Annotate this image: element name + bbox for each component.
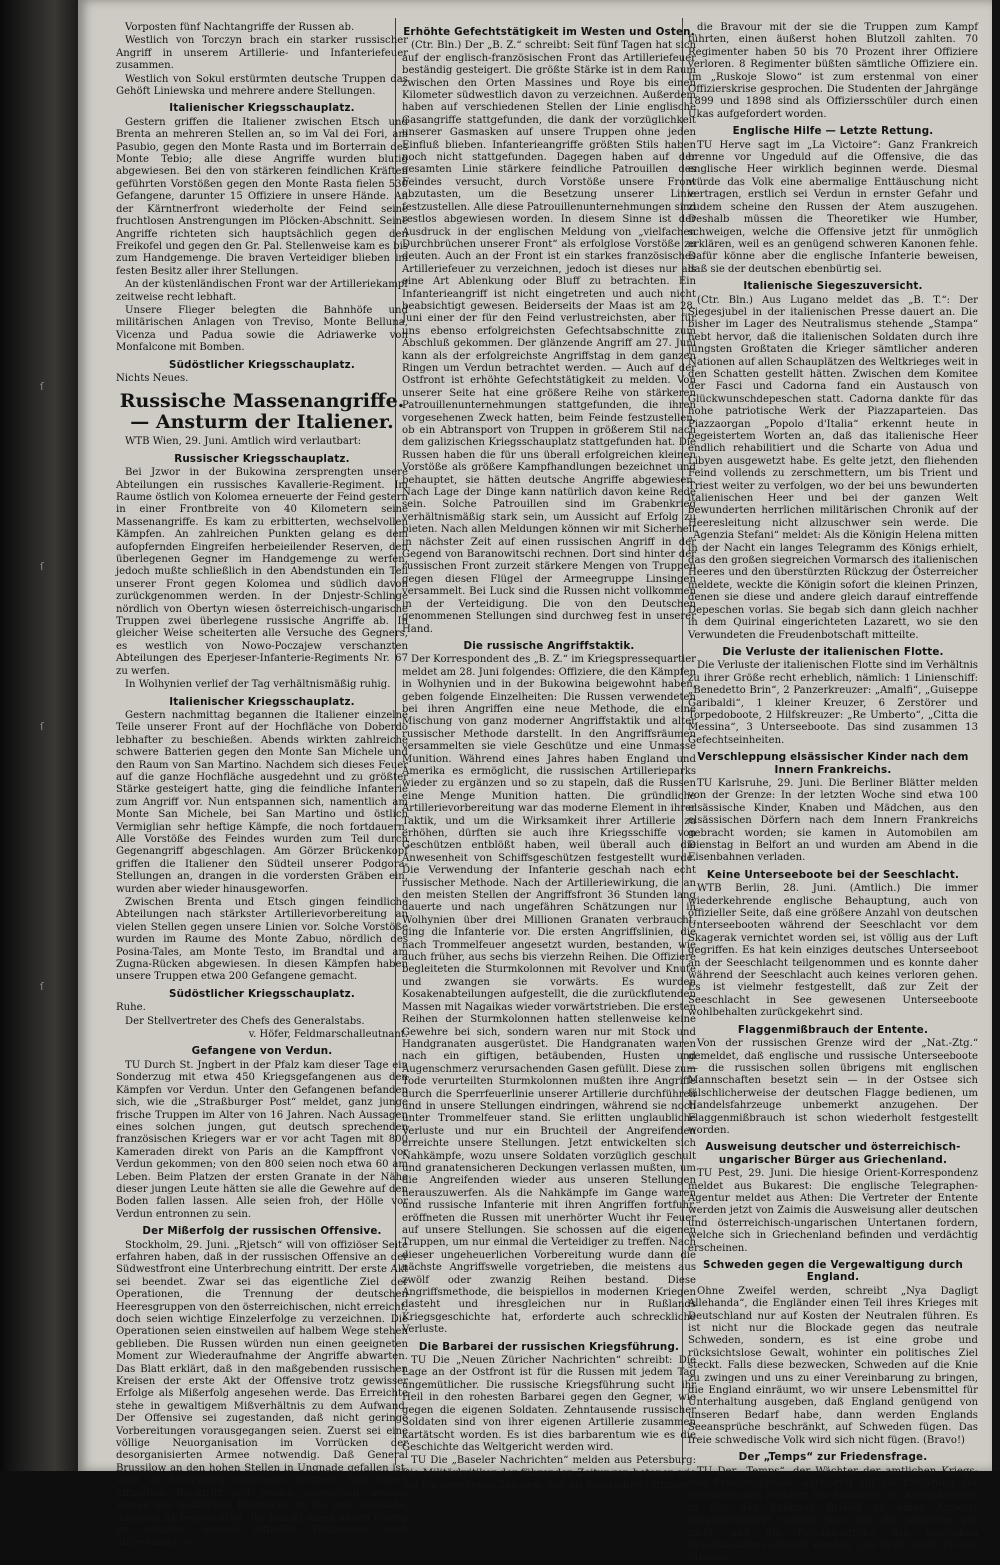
paragraph: An der küstenländischen Front war der Artilleriekampf zeitweise recht lebhaft. [116,279,408,303]
paragraph: (Ctr. Bln.) Der „B. Z.“ schreibt: Seit fünf Tagen hat sich auf der englisch-französischen Front das Artilleriefeuer beständig gesteigert. Die größte Stärke ist in dem Raum zwischen den Orten Massines und Roye bis einen Kilometer südwestlich davon zu verzeichnen. Außerdem haben auf verschiedenen Stellen der Linie englische Gasangriffe stattgefunden, die dank der vorzüglichkeit unserer Gasmasken auf unsere Truppen ohne jeden Einfluß blieben. Infanterieangriffe größten Stils haben noch nicht stattgefunden. Dagegen haben auf der gesamten Linie stärkere feindliche Patrouillen des Feindes versucht, durch Vorstöße unsere Front abzutasten, um die Besetzung unserer Linie festzustellen. Alle diese Patrouillenunternehmungen sind restlos abgewiesen worden. In diesem Sinne ist der Ausdruck in der englischen Meldung von „vielfachen Durchbrüchen unserer Front“ als erfolglose Vorstöße zu deuten. Auch an der Front ist ein starkes französisches Artilleriefeuer zu verzeichnen, jedoch ist dieses nur als eine Art Ablenkung oder Bluff zu betrachten. Ein Infanterieangriff ist nicht eingetreten und auch nicht beabsichtigt gewesen. Beiderseits der Maas ist am 28. Juni einer der für den Feind verlustreichsten, aber für uns ebenso erfolgreichsten Gefechtsabschnitte zum Abschluß gekommen. Der glänzende Angriff am 27. Juni kann als der erfolgreichste Angriffstag in dem ganzen Ringen um Verdun betrachtet werden. — Auch auf der Ostfront ist erhöhte Gefechtstätigkeit zu melden. Von unserer Seite hat eine größere Reihe von stärkeren Patrouillenunternehmungen stattgefunden, die ihren vorgesehenen Zweck hatten, beim Feinde festzustellen, ob ein Abtransport von Truppen in größerem Stil nach dem galizischen Kriegsschauplatz stattgefunden hat. Die Russen haben die für uns überall erfolgreichen kleinen Vorstöße als größere Kampfhandlungen bezeichnet und behauptet, sie hätten deutsche Angriffe abgewiesen. Nach Lage der Dinge kann natürlich davon keine Rede sein. Solche Patrouillen sind im Grabenkrieg verhältnismäßig stark sein, um Aussicht auf Erfolg zu bieten. Nach allen Meldungen können wir mit Sicherheit in nächster Zeit auf einen russischen Angriff in der Gegend von Baranowitschi rechnen. Dort sind hinter der russischen Front zurzeit stärkere Mengen von Truppen gegen diesen Flügel der Armeegruppe Linsingen versammelt. Bei Luck sind die Russen nicht vollkommen in der Verteidigung. Die von den Deutschen genommenen Stellungen sind durchweg fest in unserer Hand. [402,40,696,635]
paragraph: Westlich von Sokul erstürmten deutsche Truppen das Gehöft Liniewska und mehrere andere Stellungen. [116,73,408,98]
binding-mark: ſ [40,560,44,573]
paragraph: Zwischen Brenta und Etsch gingen feindliche Abteilungen nach stärkster Artillerievorbereitung an vielen Stellen gegen unsere Linien vor. Solche Vorstöße wurden im Raume des Monte Zabuo, nördlich des Posina-Tales, am Monte Testo, im Brandtal und am Zugna-Rücken abgewiesen. In diesen Kämpfen haben unsere Truppen etwa 200 Gefangene gemacht. [116,897,408,983]
paragraph: TU Herve sagt im „La Victoire“: Ganz Frankreich brenne vor Ungeduld auf die Offensive, die das englische Heer wirklich beginnen werde. Diesmal würde das Volk eine abermalige Enttäuschung nicht vertragen, erstlich sei Verdun in ernster Gefahr und zudem scheine den Russen der Atem auszugehen. Deshalb müssen die Theoretiker wie Humber, schweigen, welche die Offensive jetzt für unmöglich erklären, weil es an genügend schweren Kanonen fehle. Dafür könne aber die englische Infanterie beweisen, daß sie der deutschen ebenbürtig sei. [688,139,978,275]
column-1 [116,22,408,1549]
paragraph: Der Korrespondent des „B. Z.“ im Kriegspressequartier meldet am 28. Juni folgendes: Offiziere, die den Kämpfen in Wolhynien und in der Bukowina beigewohnt haben, geben folgende Einzelheiten: Die Russen verwendeten bei ihren Angriffen eine neue Methode, die eine Mischung von ganz moderner Angriffstaktik und alter russischer Methode darstellt. In den Angriffsräumen versammelten sie viele Geschütze und eine Unmasse Munition. Während eines Jahres haben England und Amerika es ermöglicht, die russischen Artillerieparks wieder zu ergänzen und so zu stapeln, daß die Russen eine Menge Munition hatten. Die gründliche Artillerievorbereitung war das moderne Element in ihrer Taktik, und um die Wirksamkeit ihrer Artillerie zu erhöhen, dürften sie auch ihre Kriegsschiffe von Geschützen entblößt haben, weil überall auch die Anwesenheit von Schiffsgeschützen festgestellt wurde. Die Verwendung der Infanterie geschah nach echt russischer Methode. Nach der Artilleriewirkung, die an den meisten Stellen der Angriffsfront 36 Stunden lang dauerte und nach ungefähren Schätzungen nur in Wolhynien über drei Millionen Granaten verbraucht, ging die Infanterie vor. Die ersten Angriffslinien, die nach Trommelfeuer angesetzt wurden, bestanden, wie auch früher, aus sechs bis vierzehn Reihen. Die Offiziere begleiteten die Sturmkolonnen mit Revolver und Knute und zwangen sie vorwärts. Es wurden Kosakenabteilungen aufgestellt, die die zurückflutenden Massen mit Nagaikas wieder vorwärtstrieben. Die ersten Reihen der Sturmkolonnen hatten stellenweise keine Gewehre bei sich, sondern waren nur mit Stock und Handgranaten ausgerüstet. Die Handgranaten waren nach ein giftigen, betäubenden, Husten und Augenschmerz verursachenden Gasen gefüllt. Diese zum Tode verurteilten Sturmkolonnen mußten ihre Angriffe durch die Sperrfeuerlinie unserer Artillerie durchführen und in unsere Stellungen eindringen, während sie noch unter Trommelfeuer stand. Sie erlitten unglaubliche Verluste und nur ein Bruchteil der Angreifenden erreichte unsere Stellungen. Jetzt entwickelten sich Nahkämpfe, wozu unsere Soldaten vorzüglich geschult und granatensicheren Deckungen verlassen mußten, um die Angreifenden wieder aus unseren Stellungen herauszuwerfen. Als die Nahkämpfe im Gange waren und russische Infanterie mit ihren Angriffen fortfuhr, eröffneten die Russen mit unerhörter Wucht ihr Feuer auf unsere Stellungen. Sie schossen auf die eigenen Truppen, um nur einmal die Verteidiger zu treffen. Nach dieser ungeheuerlichen Vorbereitung wurde dann die nächste Angriffswelle vorgetrieben, die meistens aus zwölf oder zwanzig Reihen bestand. Diese Angriffsmethode, die beispiellos in modernen Kriegen dasteht und ihresgleichen nur in Rußlands Kriegsgeschichte hat, erforderte auch schreckliche Verluste. [402,654,696,1336]
paragraph: TU Die „Baseler Nachrichten“ melden aus Petersburg: Die Militärkritiker der führenden Zeitungen betonen wie auf ein gegebenes Zeichen, daß die russischen Offiziere [402,1455,696,1492]
section-heading: Verschleppung elsässischer Kinder nach dem Innern Frankreichs. [697,751,969,776]
paragraph: Stockholm, 29. Juni. „Rjetsch“ will von offiziöser Seite erfahren haben, daß in der russischen Offensive an der Südwestfront eine Unterbrechung eintritt. Der erste Akt sei beendet. Zwar sei das eigentliche Ziel der Operationen, die Trennung der deutschen Heeresgruppen von den österreichischen, nicht erreicht, doch seien wichtige Einzelerfolge zu verzeichnen. Die Operationen seien einstweilen auf halbem Wege stehen geblieben. Die Russen würden nun einen geeigneten Moment zur Wiederaufnahme der Angriffe abwarten. Das Blatt erklärt, daß in den maßgebenden russischen Kreisen der erste Akt der Offensive trotz gewisser Erfolge als Mißerfolg angesehen werde. Das Erreichte stehe in gewaltigem Mißverhältnis zu dem Aufwand. Der Offensive sei zugestanden, daß nicht geringe Vorbereitungen vorausgegangen seien. Zuerst sei eine völlige Neuorganisation im Vorrücken der desorganisierten Armee notwendig. Daß General Brussilow an den hohen Stellen in Ungnade gefallen ist, wird in Petersburg allgemein erörtert. Von einem offiziellen Rücktritt soll jedoch abgesehen werden wegen des peinlichen Eindrucks im In- und Auslande, dagegen ist beabsichtigt, für Ruzski einen neuen Posten zu schaffen, dessen offizielle Titulierung noch unbestimmt ist. [116,1239,408,1549]
paragraph: TU Karlsruhe, 29. Juni. Die Berliner Blätter melden von der Grenze: In der letzten Woche sind etwa 100 elsässische Kinder, Knaben und Mädchen, aus den elsässischen Dörfern nach dem Innern Frankreichs gebracht worden; sie kamen in Automobilen am Dienstag in Belfort an und wurden am Abend in die Eisenbahnen verladen. [688,777,978,864]
paragraph: Von der russischen Grenze wird der „Nat.-Ztg.“ gemeldet, daß englische und russische Unterseeboote — die russischen sollen übrigens mit englischen Mannschaften besetzt sein — in der Ostsee sich fälschlicherweise der deutschen Flagge bedienen, um Handelsfahrzeuge unbemerkt anzugehen. Der Flaggenmißbrauch ist schon wiederholt festgestellt worden. [688,1038,978,1136]
signature-line: v. Höfer, Feldmarschalleutnant. [248,1029,408,1041]
column-2 [402,22,696,1492]
section-heading: Der Mißerfolg der russischen Offensive. [142,1225,382,1238]
paragraph: Unsere Flieger belegten die Bahnhöfe und militärischen Anlagen von Treviso, Monte Belluna, Vicenza und Padua sowie die Adriawerke von Monfalcone mit Bomben. [116,304,408,354]
section-heading: Die Barbarei der russischen Kriegsführung. [418,1340,680,1353]
section-heading: Italienische Siegeszuversicht. [743,280,923,293]
paragraph: Der Stellvertreter des Chefs des Generalstabs. [125,1015,365,1027]
paragraph: TU Die „Neuen Züricher Nachrichten“ schreibt: Die Lage an der Ostfront ist für die Russen mit jedem Tag ungemütlicher. Die russische Kriegsführung sucht ihr Heil in den rohesten Barbarei gegen den Gegner, wie gegen die eigenen Soldaten. Zehntausende russischer Soldaten sind von ihrer eigenen Artillerie zusammen kartätscht worden. Es ist dies barbarentum wie es die Geschichte das Weltgericht werden wird. [402,1355,696,1453]
main-headline: Russische Massenangriffe. — Ansturm der Italiener. [119,390,405,434]
section-heading: Erhöhte Gefechtstätigkeit im Westen und Osten. [403,26,695,38]
short-note: Nichts Neues. [116,372,189,384]
section-heading: Keine Unterseeboote bei der Seeschlacht. [706,868,960,881]
section-heading: Die Verluste der italienischen Flotte. [722,645,944,658]
paragraph: Ohne Zweifel werden, schreibt „Nya Dagligt Allehanda“, die Engländer einen Teil ihres Krieges mit Deutschland nur auf Kosten der Neutralen führen. Es ist nicht nur die Blockade gegen das neutrale Schweden, sondern, es ist eine grobe und rücksichtslose Gewalt, wohinter ein politisches Ziel steckt. Falls diese bezwecken, Schweden auf die Knie zu zwingen und uns zu einer Vereinbarung zu bringen, die England einräumt, wo wir unsere Lebensmittel für Unterhaltung ausgeben, daß England genügend von unseren Bedarf habe, dann werden Englands Seeansprüche beschränkt, auf Schweden fügen. Das freie schwedische Volk wird sich nicht fügen. (Bravo!) [688,1285,978,1446]
binding-mark: ſ [40,720,44,733]
section-heading: Ausweisung deutscher und österreichisch-ungarischer Bürger aus Griechenland. [705,1141,961,1166]
paragraph: WTB Wien, 29. Juni. Amtlich wird verlautbart: [125,436,362,448]
paragraph: In Wolhynien verlief der Tag verhältnismäßig ruhig. [125,679,391,691]
section-heading: Gefangene von Verdun. [191,1045,333,1058]
paragraph: Westlich von Torczyn brach ein starker russischer Angriff in unserem Artillerie- und Infanteriefeuer zusammen. [116,35,408,72]
newspaper-page [78,0,992,1564]
paragraph: Vorposten fünf Nachtangriffe der Russen ab. [125,22,355,33]
section-heading: Die russische Angriffstaktik. [463,639,635,652]
book-binding [0,0,78,1471]
paragraph: TU Der „Temps“, der Wächter der amtlichen Kriegs- und Friedensphrase, antwortet auf die Erklärung der sozialistischen Parteien zur Annahme der Kriegskredite, in der das Kabinett Briand zu einer Antwort herausgefordert worden war, daß die Alliierten gar nicht und die Friedensstrebe des deutschen Reichskanzlers erörtert worden. Das Blatt spielt die alte Melodie [688,1465,978,1564]
section-heading: Italienischer Kriegsschauplatz. [169,102,355,115]
paragraph: (Ctr. Bln.) Aus Lugano meldet das „B. T.“: Der Siegesjubel in der italienischen Presse dauert an. Die bisher im Lager des Neutralismus stehende „Stampa“ hebt hervor, daß die italienischen Soldaten durch ihre jüngsten Großtaten die Krieger sämtlicher anderen Nationen auf allen Schauplätzen des Weltkrieges weit in den Schatten gestellt hätten. Zwischen dem Komitee der Fasci und Cadorna fand ein Austausch von Glückwunschdepeschen statt. Cadorna dankte für das hohe patriotische Werk der Piazzaparteien. Das Piazzaorgan „Popolo d'Italia“ erkennt heute in begeistertem Worten an, daß das italienische Heer endlich rehabilitiert und die Scharte von Adua und Libyen ausgewetzt habe. Es gelte jetzt, den fliehenden Feind vollends zu zerschmettern, um bis Trient und Triest weiter zu verfolgen, wo der bei uns bewunderten italienischen Heer und bei der ganzen Welt bewunderten herrlichen militärischen Chronik auf der Heeresleitung nicht allzuschwer sein werde. Die „Agenzia Stefani“ meldet: Als die Königin Helena mitten in der Nacht ein langes Telegramm des Königs erhielt, das den großen siegreichen Vormarsch des italienischen Heeres und den überstürzten Rückzug der Österreicher meldete, weckte die Königin sofort die kleinen Prinzen, denen sie diese und andere gleich darauf eintreffende Depeschen vorlas. Sie begab sich dann gleich nachher in dem Quirinal eingerichteten Lazarett, wo sie den Verwundeten die Freudenbotschaft mitteilte. [688,294,978,641]
binding-mark: ſ [40,380,44,393]
section-heading: Englische Hilfe — Letzte Rettung. [732,125,934,138]
section-heading: Schweden gegen die Vergewaltigung durch England. [703,1259,963,1284]
paragraph: TU Pest, 29. Juni. Die hiesige Orient-Korrespondenz meldet aus Bukarest: Die englische Telegraphen-Agentur meldet aus Athen: Die Vertreter der Entente werden jetzt von Zaimis die Ausweisung aller deutschen und österreichisch-ungarischen Untertanen fordern, welche sich in Griechenland befinden und verdächtig erscheinen. [688,1168,978,1254]
paragraph: Die Verluste der italienischen Flotte sind im Verhältnis zu ihrer Größe recht erheblich, nämlich: 1 Linienschiff: „Benedetto Brin“, 2 Panzerkreuzer: „Amalfi“, „Guiseppe Garibaldi“, 1 kleiner Kreuzer, 6 Zerstörer und Torpedoboote, 2 Hilfskreuzer: „Re Umberto“, „Citta die Messina“, 3 Unterseeboote. Das sind zusammen 13 Gefechtseinheiten. [688,660,978,746]
paragraph: WTB Berlin, 28. Juni. (Amtlich.) Die immer wiederkehrende englische Behauptung, auch von offizieller Seite, daß eine größere Anzahl von deutschen Unterseebooten während der Seeschlacht vor dem Skagerak vernichtet worden sei, ist völlig aus der Luft gegriffen. Es hat kein einziges deutsches Unterseeboot an der Seeschlacht teilgenommen und es konnte daher während der Seeschlacht auch keines verloren gehen. Es ist vielmehr festgestellt, daß zur Zeit der Seeschlacht in See gewesenen Unterseeboote wohlbehalten zurückgekehrt sind. [688,883,978,1019]
section-heading: Russischer Kriegsschauplatz. [174,452,350,465]
paragraph: Bei Jzwor in der Bukowina zersprengten unsere Abteilungen ein russisches Kavallerie-Regiment. Im Raume östlich von Kolomea erneuerte der Feind gestern in einer Frontbreite von 40 Kilometern seine Massenangriffe. Es kam zu erbitterten, wechselvollen Kämpfen. An zahlreichen Punkten gelang es dem aufopfernden Eingreifen herbeieilender Reserven, den überlegenen Gegner im Handgemenge zu werfen, jedoch mußte schließlich in den Abendstunden ein Teil unserer Front gegen Kolomea und südlich davon zurückgenommen werden. In der Dnjestr-Schlinge nördlich von Obertyn wiesen österreichisch-ungarische Truppen zwei überlegene russische Angriffe ab. In gleicher Weise scheiterten alle Versuche des Gegners, es westlich von Nowo-Poczajew verschanzten Abteilungen des Eperjeser-Infanterie-Regiments Nr. 67 zu werfen. [116,467,408,677]
section-heading: Italienischer Kriegsschauplatz. [169,695,355,708]
paragraph: die Bravour mit der sie die Truppen zum Kampf führten, einen äußerst hohen Blutzoll zahlten. 70 Regimenter haben 50 bis 70 Prozent ihrer Offiziere verloren. 8 Regimenter büßten sämtliche Offiziere ein. Im „Ruskoje Slowo“ ist zum erstenmal von einer Offizierskrise gesprochen. Die Studenten der Jahrgänge 1899 und 1898 sind als Offiziersschüler durch einen Ukas aufgefordert worden. [688,22,978,120]
section-heading: Der „Temps“ zur Friedensfrage. [738,1451,928,1464]
short-note: Ruhe. [116,1002,146,1014]
section-heading: Südöstlicher Kriegsschauplatz. [169,987,355,1000]
paragraph: Gestern griffen die Italiener zwischen Etsch und Brenta an mehreren Stellen an, so im Val dei Fori, am Pasubio, gegen den Monte Rasta und im Borterrain des Monte Tebio; alle diese Angriffe wurden blutig abgewiesen. Bei den von stärkeren feindlichen Kräften geführten Vorstößen gegen den Monte Rasta fielen 530 Gefangene, darunter 15 Offiziere in unsere Hände. An der Kärntnerfront wiederholte der Feind seine fruchtlosen Anstrengungen im Plöcken-Abschnitt. Seine Angriffe richteten sich hauptsächlich gegen den Freikofel und gegen den Gr. Pal. Stellenweise kam es bis zum Handgemenge. Die braven Verteidiger blieben im festen Besitz aller ihrer Stellungen. [116,116,408,277]
binding-mark: ſ [40,980,44,993]
section-heading: Südöstlicher Kriegsschauplatz. [169,358,355,371]
paragraph: TU Durch St. Jngbert in der Pfalz kam dieser Tage ein Sonderzug mit etwa 450 Kriegsgefangenen aus den Kämpfen vor Verdun. Unter den Gefangenen befanden sich, wie die „Straßburger Post“ meldet, ganz junge frische Truppen im Alter von 16 Jahren. Nach Aussagen eines solchen jungen, gut deutsch sprechenden französischen Kriegers war er vor acht Tagen mit 800 Kameraden direkt von Paris an die Kampffront vor Verdun gekommen; von den 800 seien noch etwa 60 am Leben. Beim Platzen der ersten Granate in der Nähe dieser jungen Leute hätten sie alle die Gewehre auf den Boden fallen lassen. Alle seien froh, der Hölle vor Verdun entronnen zu sein. [116,1059,408,1220]
section-heading: Flaggenmißbrauch der Entente. [737,1023,929,1036]
paragraph: Gestern nachmittag begannen die Italiener einzelne Teile unserer Front auf der Hochfläche von Doberdo lebhafter zu beschießen. Abends wirkten zahlreiche schwere Batterien gegen den Monte San Michele und den Raum von San Martino. Nachdem sich dieses Feuer auf die ganze Hochfläche ausgedehnt und zu größter Stärke gesteigert hatte, ging die feindliche Infanterie zum Angriff vor. Nun entspannen sich, namentlich am Monte San Michele, bei San Martino und östlich Vermiglian sehr heftige Kämpfe, die noch fortdauern. Alle Vorstöße des Feindes wurden zum Teil durch Gegenangriff abgeschlagen. Am Görzer Brückenkopf griffen die Italiener den Südteil unserer Podgora-Stellungen an, drangen in die vordersten Gräben ein, wurden aber wieder hinausgeworfen. [116,709,408,895]
column-3 [688,22,978,1564]
